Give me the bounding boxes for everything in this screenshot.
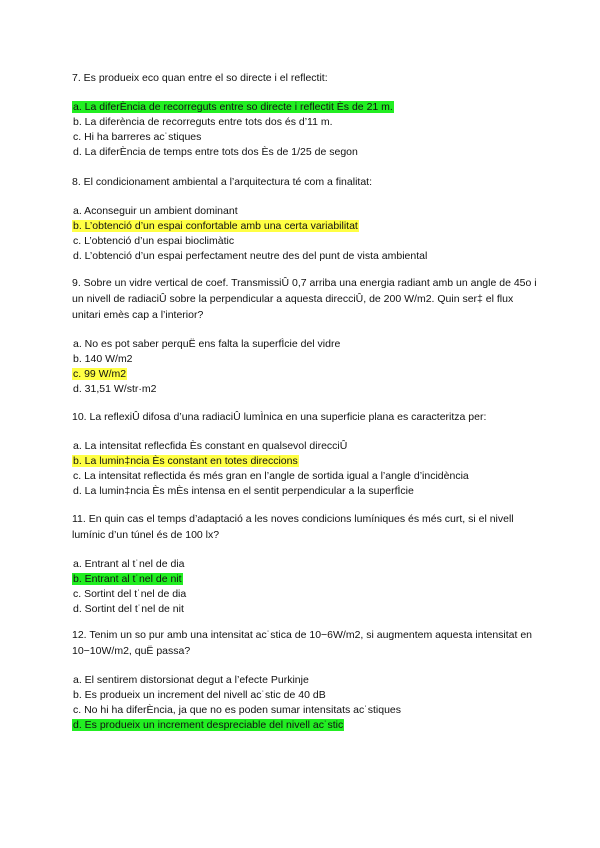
option-b: b. Es produeix un increment del nivell ac˙stic de 40 dB	[73, 689, 326, 701]
option-d: d. 31,51 W/str·m2	[73, 383, 157, 395]
question-12	[72, 627, 542, 733]
question-text: 12. Tenim un so pur amb una intensitat ac˙stica de 10−6W/m2, si augmentem aquesta intensitat en 10−10W/m2, quË passa?	[72, 629, 533, 657]
option-a: a. No es pot saber perquË ens falta la superfÌcie del vidre	[73, 338, 341, 350]
option-d: d. La lumin‡ncia Ès mÈs intensa en el sentit perpendicular a la superfÌcie	[73, 485, 414, 497]
options-list	[72, 557, 542, 617]
options-list	[72, 439, 542, 499]
question-10	[72, 409, 542, 499]
option-c: c. 99 W/m2	[73, 368, 127, 380]
options-list	[72, 100, 542, 160]
question-text: 9. Sobre un vidre vertical de coef. TransmissiÛ 0,7 arriba una energia radiant amb un angle de 45o i un nivell de radiaciÛ sobre la perpendicular a aquesta direcciÛ, de 200 W/m2. Quin ser‡ el flux unitari emès cap a l’interior?	[72, 277, 537, 321]
option-a: a. La diferÈncia de recorreguts entre so directe i reflectit Ès de 21 m.	[73, 101, 393, 113]
question-text: 10. La reflexiÛ difosa d’una radiaciÛ lumÌnica en una superficie plana es caracteritza per:	[72, 411, 487, 423]
option-a: a. Aconseguir un ambient dominant	[73, 205, 238, 217]
option-a: a. Entrant al t˙nel de dia	[73, 558, 185, 570]
option-d: d. Es produeix un increment despreciable del nivell ac˙stic	[73, 719, 344, 731]
option-c: c. La intensitat reflectida és més gran en l’angle de sortida igual a l’angle d’incidència	[73, 470, 469, 482]
question-11	[72, 511, 542, 617]
question-8	[72, 174, 542, 264]
option-b: b. 140 W/m2	[73, 353, 133, 365]
option-a: a. El sentirem distorsionat degut a l’efecte Purkinje	[73, 674, 309, 686]
option-b: b. La lumin‡ncia Ès constant en totes direccions	[73, 455, 298, 467]
question-9	[72, 275, 542, 397]
option-d: d. Sortint del t˙nel de nit	[73, 603, 184, 615]
option-b: b. L’obtenció d’un espai confortable amb una certa variabilitat	[73, 220, 358, 232]
option-d: d. La diferÈncia de temps entre tots dos Ès de 1/25 de segon	[73, 146, 358, 158]
option-c: c. L’obtenció d’un espai bioclimàtic	[73, 235, 235, 247]
option-c: c. Hi ha barreres ac˙stiques	[73, 131, 202, 143]
question-text: 7. Es produeix eco quan entre el so directe i el reflectit:	[72, 72, 328, 84]
option-c: c. Sortint del t˙nel de dia	[73, 588, 187, 600]
options-list	[72, 673, 542, 733]
question-text: 11. En quin cas el temps d’adaptació a les noves condicions lumíniques és més curt, si el nivell lumínic d’un túnel és de 100 lx?	[72, 513, 514, 541]
option-b: b. Entrant al t˙nel de nit	[73, 573, 182, 585]
option-a: a. La intensitat reflecfida Ès constant en qualsevol direcciÛ	[73, 440, 348, 452]
options-list	[72, 204, 542, 264]
question-text: 8. El condicionament ambiental a l’arquitectura té com a finalitat:	[72, 176, 372, 188]
options-list	[72, 337, 542, 397]
option-b: b. La diferència de recorreguts entre tots dos és d’11 m.	[73, 116, 333, 128]
option-c: c. No hi ha diferÈncia, ja que no es poden sumar intensitats ac˙stiques	[73, 704, 402, 716]
question-7	[72, 70, 542, 160]
option-d: d. L’obtenció d’un espai perfectament neutre des del punt de vista ambiental	[73, 250, 428, 262]
